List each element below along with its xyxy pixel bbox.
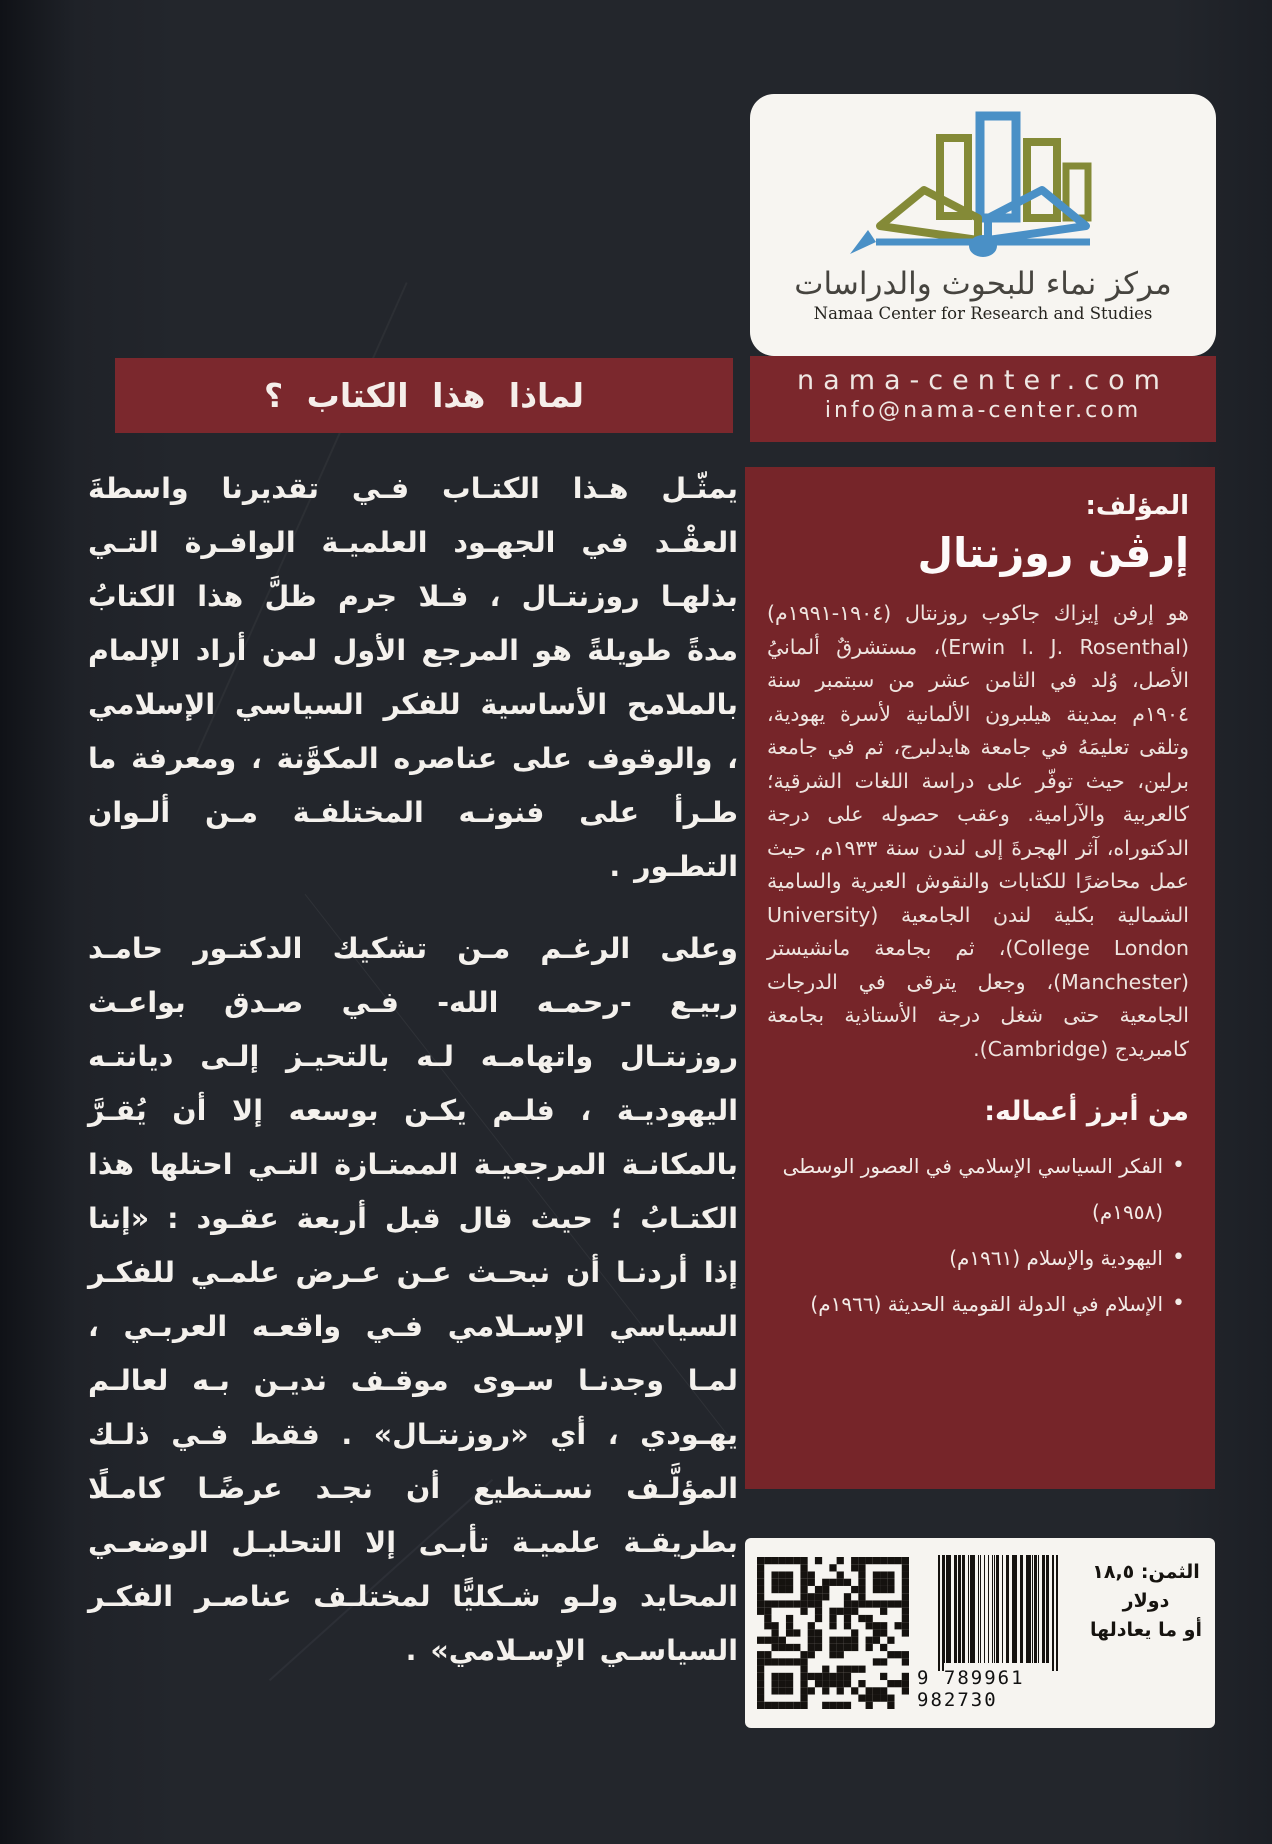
email-address: info@nama-center.com xyxy=(824,398,1142,423)
price-text xyxy=(1087,1558,1205,1645)
blurb-paragraph: وعلى الرغـم مـن تشكيك الدكتـور حامـد ربيـع -رحمـه الله- فـي صـدق بواعـث روزنتـال واتهامـه لـه بالتحيـز إلـى ديانتـه اليهوديـة ، فلـم يكـن بوسعه إلا أن يُقـرَّ بالمكانـة المرجعيـة الممتـازة التـي احتلها هذا الكتـابُ ؛ حيث قال قبل أربعة عقـود : «إننا إذا أردنـا أن نبحـث عـن عـرض علمـي للفكـر السياسي الإسـلامي فـي واقعـه العربـي ، لمـا وجدنـا سـوى موقـف نديـن بـه لعالـم يهـودي ، أي «روزنتـال» . فقط فـي ذلـك المؤلَّـف نسـتطيع أن نجـد عرضًـا كامـلًا بطريقـة علميـة تأبـى إلا التحليـل الوضعـي المحايد ولـو شـكليًّا لمختلـف عناصـر الفكـر السياسـي الإسـلامي» . xyxy=(88,932,738,1667)
org-name-english: Namaa Center for Research and Studies xyxy=(813,304,1153,323)
barcode-icon xyxy=(917,1555,1079,1711)
work-item: • الإسلام في الدولة القومية الحديثة (١٩٦٦م) xyxy=(767,1281,1189,1327)
works-title: من أبرز أعماله: xyxy=(984,1096,1189,1127)
blurb-paragraph: يمثّـل هـذا الكتـاب فـي تقديرنا واسطةَ العقْـد في الجهـود العلميـة الوافـرة التـي بذلهـا روزنتـال ، فـلا جرم ظلَّ هذا الكتابُ مدةً طويلةً هو المرجع الأول لمن أراد الإلمام بالملامح الأساسية للفكر السياسي الإسلامي ، والوقوف على عناصره المكوَّنة ، ومعرفة ما طـرأ على فنونـه المختلفـة مـن ألـوان التطـور . xyxy=(88,472,738,883)
barcode-number: 9 789961 982730 xyxy=(917,1667,1025,1711)
price-line-2: أو ما يعادلها xyxy=(1089,1619,1202,1641)
org-name-arabic: مركز نماء للبحوث والدراسات xyxy=(794,266,1172,302)
works-list xyxy=(767,1143,1189,1327)
price-line-1: الثمن: ١٨,٥ دولار xyxy=(1092,1561,1200,1612)
author-panel xyxy=(745,467,1215,1489)
publisher-logo-card xyxy=(750,94,1216,356)
author-bio: هو إرفن إيزاك جاكوب روزنتال (١٩٠٤-١٩٩١م) (Erwin I. J. Rosenthal)، مستشرقٌ ألمانيُ الأصل، وُلد في الثامن عشر من سبتمبر سنة ١٩٠٤م بمدينة هيلبرون الألمانية لأسرة يهودية، وتلقى تعليمَهُ في جامعة هايدلبرج، ثم في جامعة برلين، حيث توفّر على دراسة اللغات الشرقية؛ كالعربية والآرامية. وعقب حصوله على درجة الدكتوراه، آثر الهجرةَ إلى لندن سنة ١٩٣٣م، حيث عمل محاضرًا للكتابات والنقوش العبرية والسامية الشمالية بكلية لندن الجامعية (University College London)، ثم بجامعة مانشيستر (Manchester)، وجعل يترقى في الدرجات الجامعية حتى شغل درجة الأستاذية بجامعة كامبريدج (Cambridge). xyxy=(767,601,1189,1061)
work-item: • اليهودية والإسلام (١٩٦١م) xyxy=(767,1235,1189,1281)
author-label: المؤلف: xyxy=(1085,491,1189,521)
back-cover-blurb xyxy=(88,462,738,1678)
qr-code-icon xyxy=(757,1557,909,1709)
website-url: nama-center.com xyxy=(797,365,1169,396)
author-name: إرڤن روزنتال xyxy=(917,529,1189,577)
namaa-logo-icon xyxy=(750,108,1216,270)
why-title: لماذا هذا الكتاب ؟ xyxy=(264,376,584,415)
contact-card xyxy=(750,356,1216,442)
price-card xyxy=(745,1538,1215,1728)
work-item: • الفكر السياسي الإسلامي في العصور الوسطى (١٩٥٨م) xyxy=(767,1143,1189,1235)
why-title-box xyxy=(115,358,733,433)
